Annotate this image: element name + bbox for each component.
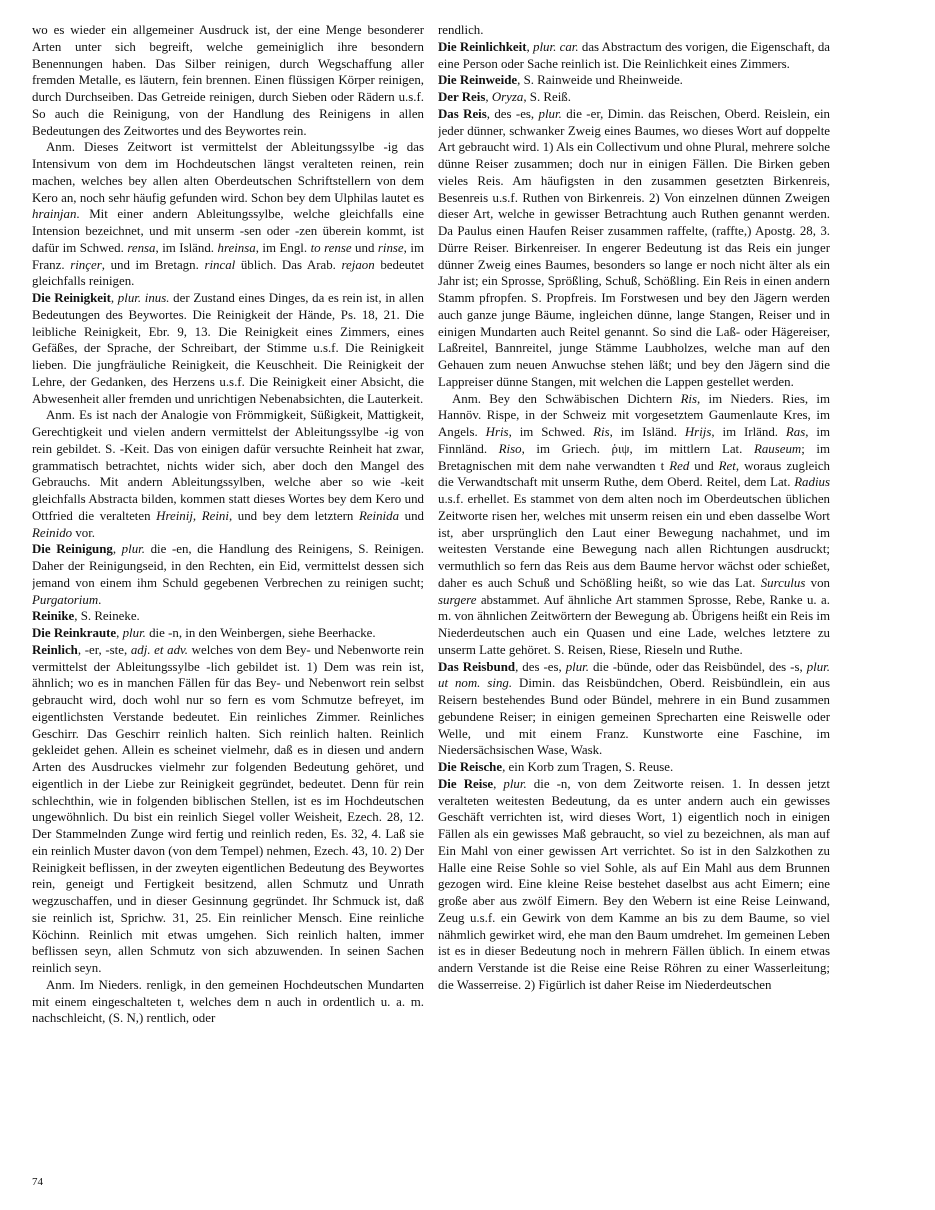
paragraph: Anm. Bey den Schwäbischen Dichtern Ris, im Nieders. Ries, im Hannöv. Rispe, in der Schweiz mit vorgesetztem Gaumenlaute Kres, im Angels. Hris, im Schwed. Ris, im Isländ. Hrijs, im Irländ. Ras, im Finnländ. Riso, im Griech. ῥιψ, im mittlern Lat. Rauseum; im Bretagnischen mit dem nahe verwandten t Red und Ret, woraus zugleich die Verwandtschaft mit unserm Ruthe, dem Oberd. Reitel, dem Lat. Radius u.s.f. erhellet. Es stammet von dem alten noch im Oberdeutschen üblichen Zeitworte risen her, welches mit unserm reisen ein und eben dasselbe Wort ist, aber ursprünglich den Laut einer Bewegung nachahmet, und im weitesten Verstande eine Bewegung nach allen Richtungen ausdruckt; vermuthlich so fern das Reis aus dem Baume hervor wächst oder schießet, daher es auch Schuß und Schößling heißt, so wie das Lat. Surculus von surgere abstammet. Auf ähnliche Art stammen Sprosse, Rebe, Ranke u. a. m. von ähnlichen Zeitwörtern der Bewegung ab. Übrigens heißt ein Reis im Niederdeutschen auch ein Quasen und eine Lade, welches letztere zu unserm Latte gehöret. S. Reisen, Riese, Rieseln und Ruthe. bbox=[438, 391, 830, 657]
paragraph: Reinike, S. Reineke. bbox=[32, 609, 140, 624]
paragraph: Das Reisbund, des -es, plur. die -bünde, oder das Reisbündel, des -s, plur. ut nom. sing. Dimin. das Reisbündchen, Oberd. Reisbündlein, ein aus Reisern bestehendes Bund oder Bündel, mehrere in ein Bund zusammen gebundene Reiser; in einigen gemeinen Sprecharten eine Reiswelle oder Welle, und mit einem Franz. Kunstworte eine Faschine, im Niedersächsischen Wase, Wask. bbox=[438, 659, 830, 758]
paragraph: Die Reise, plur. die -n, von dem Zeitworte reisen. 1. In dessen jetzt veralteten weitesten Bedeutung, da es unter andern auch ein gewisses Geschäft verrichten ist, wird dieses Wort, 1) eigentlich noch in einigen Fällen als ein gewisses Maß gebraucht, so viel zu bezeichnen, als man auf Ein Mahl von einer gewissen Art verrichtet. So ist in den Salzkothen zu Halle eine Reise Sohle so viel Sohle, als auf Ein Mahl aus dem Brunnen gezogen wird. Eine kleine Reise bestehet daselbst aus acht Eimern; eine große aber aus zwölf Eimern. Bey den Webern ist eine Reise Leinwand, Zeug u.s.f. ein Gewirk von dem Kamme an bis zu dem Baume, so viel nähmlich gewirket wird, ehe man den Baum umdrehet. Im gemeinen Leben ist es in dieser Bedeutung noch in mehrern Fällen üblich. In einem etwas andern Verstande ist die Reise eine Reise Röhren zu einer Wasserleitung; die Wasserreise. 2) Figürlich ist daher Reise im Niederdeutschen bbox=[438, 776, 830, 992]
paragraph: Die Reinigung, plur. die -en, die Handlung des Reinigens, S. Reinigen. Daher der Reinigungseid, in den Rechten, ein Eid, vermittelst dessen sich jemand von einem ihm Schuld gegebenen Verbrechen zu reinigen sucht; Purgatorium. bbox=[32, 542, 424, 607]
paragraph: Die Reinweide, S. Rainweide und Rheinweide. bbox=[438, 73, 683, 88]
paragraph: Reinlich, -er, -ste, adj. et adv. welches von dem Bey- und Nebenworte rein vermittelst der Ableitungssylbe -lich gebildet ist. 1) Dem was rein ist, ähnlich; wo es in manchen Fällen für das Bey- und Nebenwort rein selbst gebraucht wird, doch wohl nur so fern es vom Schmutze befreyet, im eigentlichsten Verstande bedeutet. Ein reinliches Zimmer. Reinliches Geschirr. Das Geschirr reinlich halten. Sich reinlich halten. Reinlich gekleidet gehen. Allein es scheinet vielmehr, daß es in diesen und andern Arten des Ausdruckes vielmehr zur folgenden Bedeutung gehöret, und eigentlich in der Liebe zur Reinigkeit gegründet, bedeutet. Denn für rein schlechthin, wie in folgenden biblischen Stellen, ist es im Hochdeutschen ungewöhnlich. Du bist ein reinlich Siegel voller Weisheit, Ezech. 28, 12. Der Stammelnden Zunge wird fertig und reinlich reden, Es. 32, 4. Laß sie ein reinlich Muster davon (von dem Tempel) nehmen, Ezech. 43, 10. 2) Der Reinigkeit beflissen, in der zweyten eigentlichen Bedeutung des Beywortes rein, geneigt und Fertigkeit besitzend, allen Schmutz und Unrath wegzuschaffen, und in dieser Gesinnung gegründet. Ihr Schmuck ist, daß sie reinlich ist, Sprichw. 31, 25. Ein reinlicher Mensch. Eine reinliche Köchinn. Reinlich mit etwas umgehen. Sich reinlich halten, immer beflissen seyn, allen Schmutz von sich abzuwenden. In seinen Sachen reinlich seyn. bbox=[32, 642, 424, 975]
paragraph: Die Reinlichkeit, plur. car. das Abstractum des vorigen, die Eigenschaft, da eine Person oder Sache reinlich ist. Die Reinlichkeit eines Zimmers. bbox=[438, 39, 830, 71]
paragraph: wo es wieder ein allgemeiner Ausdruck ist, der eine Menge besonderer Arten unter sich begreift, welche gemeiniglich ihre besondern Benennungen haben. Das Silber reinigen, durch Wegschaffung aller fremden Metalle, es läutern, fein brennen. Einen flüssigen Körper reinigen, durch Durchseiben. Das Getreide reinigen, durch Sieben oder Rädern u.s.f. So auch die Reinigung, von der Handlung des Reinigens in allen Bedeutungen des Zeitwortes und des Beywortes rein. bbox=[32, 23, 424, 138]
paragraph: Das Reis, des -es, plur. die -er, Dimin. das Reischen, Oberd. Reislein, ein jeder dünner, schwanker Zweig eines Baumes, wo dieses Wort auf doppelte Art gebraucht wird. 1) Als ein Collectivum und ohne Plural, mehrere solche dünne Reiser zusammen; doch nur in einigen Fällen. Die Birken geben vieles Reis. Am häufigsten in den zusammen gesetzten Birkenreis, Besenreis u.s.f. Ruthen von Birkenreis. 2) Von einzelnen dünnen Zweigen dieser Art, welche in gewisser Betrachtung auch Ruthen genannt werden. Da Paulus einen Haufen Reiser zusammen raffelte, (raffte,) Apostg. 28, 3. Dürre Reiser. Birkenreiser. In engerer Bedeutung ist das Reis ein junger dünner Zweig eines Baumes, besonders so lange er noch nicht älter als ein Jahr ist; ein Sprosse, Sprößling, Schuß, Schößling. Ein Reis in einen andern Stamm pfropfen. S. Propfreis. Im Forstwesen und bey den Jägern werden auch ganze junge Bäume, ingleichen dünne, lange Stangen, Reiser und in einigen Mundarten auch Reitel genannt. So sind die Laß- oder Hägereiser, Laßreitel, Bannreitel, junge Stämme Laubholzes, welche man auf den Gehauen zum neuen Anwuchse stehen läßt; und bey den Jägern sind die Lappreiser dünne Stangen, mit welchen die Lappen gestellet werden. bbox=[438, 106, 830, 389]
paragraph: Der Reis, Oryza, S. Reiß. bbox=[438, 90, 571, 104]
paragraph: Die Reinkraute, plur. die -n, in den Weinbergen, siehe Beerhacke. bbox=[32, 626, 376, 640]
left-column bbox=[32, 22, 424, 1172]
paragraph: Anm. Es ist nach der Analogie von Frömmigkeit, Süßigkeit, Mattigkeit, Gerechtigkeit und vielen andern vermittelst der Ableitungssylbe -ig von rein gebildet. S. -Keit. Das von einigen dafür versuchte Reinheit hat zwar, grammatisch betrachtet, nichts wider sich, aber doch den Mangel des Gebrauchs. Mit andern Ableitungssylben, welche aber so wie -keit gleichfalls Abstracta bilden, kommen statt dieses Wortes bey dem Kero und Ottfried die veralteten Hreinij, Reini, und bey dem letztern Reinida und Reinido vor. bbox=[32, 408, 424, 540]
page-number: 74 bbox=[32, 1176, 43, 1188]
paragraph: Die Reinigkeit, plur. inus. der Zustand eines Dinges, da es rein ist, in allen Bedeutungen des Beywortes. Die Reinigkeit der Hände, Ps. 18, 21. Die leibliche Reinigkeit, Ebr. 9, 13. Die Reinigkeit eines Zimmers, eines Gefäßes, der Sprache, der Schreibart, der Stimme u.s.f. Die Reinigkeit lieben. Die jungfräuliche Reinigkeit, die Keuschheit. Die Reinigkeit der Lehre, der Gedanken, des Herzens u.s.f. Die Reinigkeit einer Absicht, die Abwesenheit aller fremden und unrichtigen Nebenabsichten, die Lauterkeit. bbox=[32, 291, 424, 406]
paragraph: Anm. Dieses Zeitwort ist vermittelst der Ableitungssylbe -ig das Intensivum von dem im Hochdeutschen längst veralteten reinen, rein machen, welches bey allen alten Oberdeutschen Schriftstellern von dem Kero an, noch sehr häufig gefunden wird. Schon bey dem Ulphilas lautet es hrainjan. Mit einer andern Ableitungssylbe, welche gleichfalls eine Intension bezeichnet, und mit unserm -sen oder -zen überein kommt, ist dafür im Schwed. rensa, im Isländ. hreinsa, im Engl. to rense und rinse, im Franz. rinçer, und im Bretagn. rincal üblich. Das Arab. rejaon bedeutet gleichfalls reinigen. bbox=[32, 140, 424, 289]
paragraph: Die Reische, ein Korb zum Tragen, S. Reuse. bbox=[438, 760, 674, 774]
paragraph: rendlich. bbox=[438, 23, 484, 37]
right-column bbox=[438, 22, 830, 1172]
paragraph: Anm. Im Nieders. renligk, in den gemeinen Hochdeutschen Mundarten mit einem eingeschalteten t, welches dem n auch in ordentlich u. a. m. nachschleicht, (S. N,) rentlich, oder bbox=[32, 977, 424, 1026]
